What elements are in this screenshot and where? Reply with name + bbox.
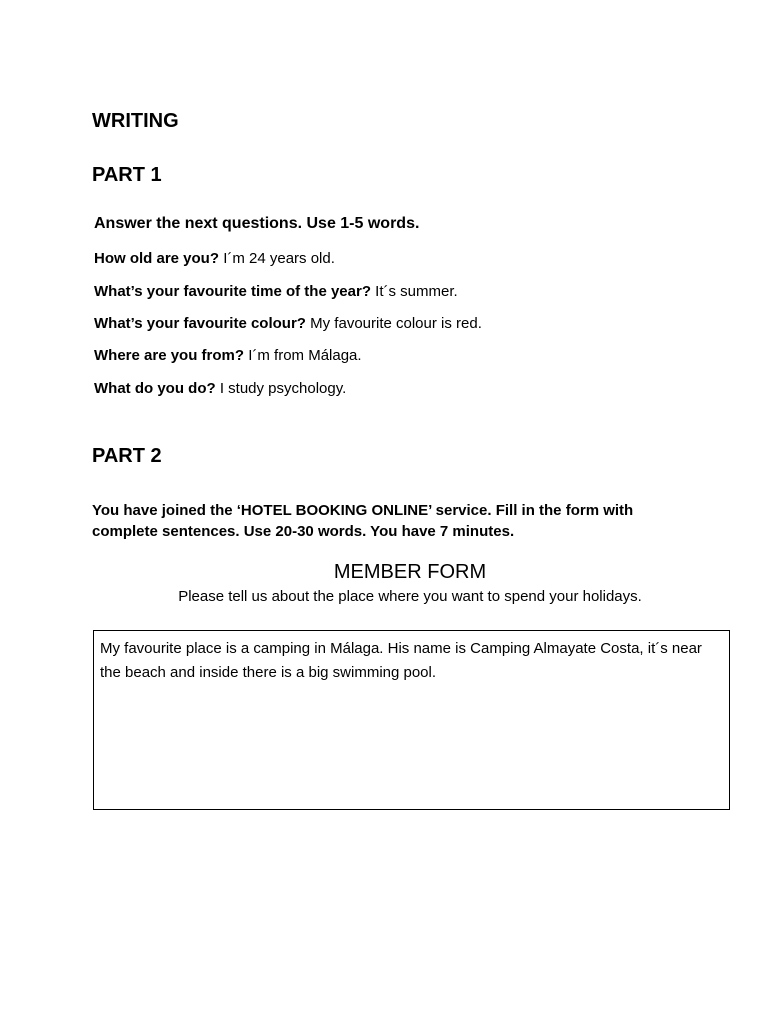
- qa-item: [94, 347, 362, 364]
- writing-title: WRITING: [92, 110, 179, 132]
- answer-text: My favourite colour is red.: [310, 315, 482, 332]
- question-text: How old are you?: [94, 250, 220, 267]
- qa-item: [94, 315, 482, 332]
- answer-text: I´m from Málaga.: [248, 347, 362, 364]
- question-text: What’s your favourite time of the year?: [94, 283, 371, 300]
- part2-instruction: You have joined the ‘HOTEL BOOKING ONLINE’ service. Fill in the form with complete sentences. Use 20-30 words. You have 7 minutes.: [92, 502, 634, 540]
- form-title: MEMBER FORM: [333, 561, 487, 583]
- part1-title: PART 1: [92, 164, 162, 186]
- form-subtitle: Please tell us about the place where you want to spend your holidays.: [178, 588, 642, 605]
- qa-item: [94, 380, 346, 397]
- answer-text: I´m 24 years old.: [223, 250, 335, 267]
- part2-title: PART 2: [92, 445, 162, 467]
- answer-text: I study psychology.: [219, 380, 347, 397]
- answer-text: It´s summer.: [375, 283, 458, 300]
- qa-item: [94, 283, 458, 300]
- question-text: What do you do?: [94, 380, 216, 397]
- question-text: What’s your favourite colour?: [94, 315, 306, 332]
- part1-instruction: Answer the next questions. Use 1-5 words.: [94, 215, 420, 232]
- answer-box[interactable]: My favourite place is a camping in Málaga. His name is Camping Almayate Costa, it´s near the beach and inside there is a big swimming pool.: [93, 630, 730, 810]
- qa-item: [94, 250, 335, 267]
- question-text: Where are you from?: [94, 347, 245, 364]
